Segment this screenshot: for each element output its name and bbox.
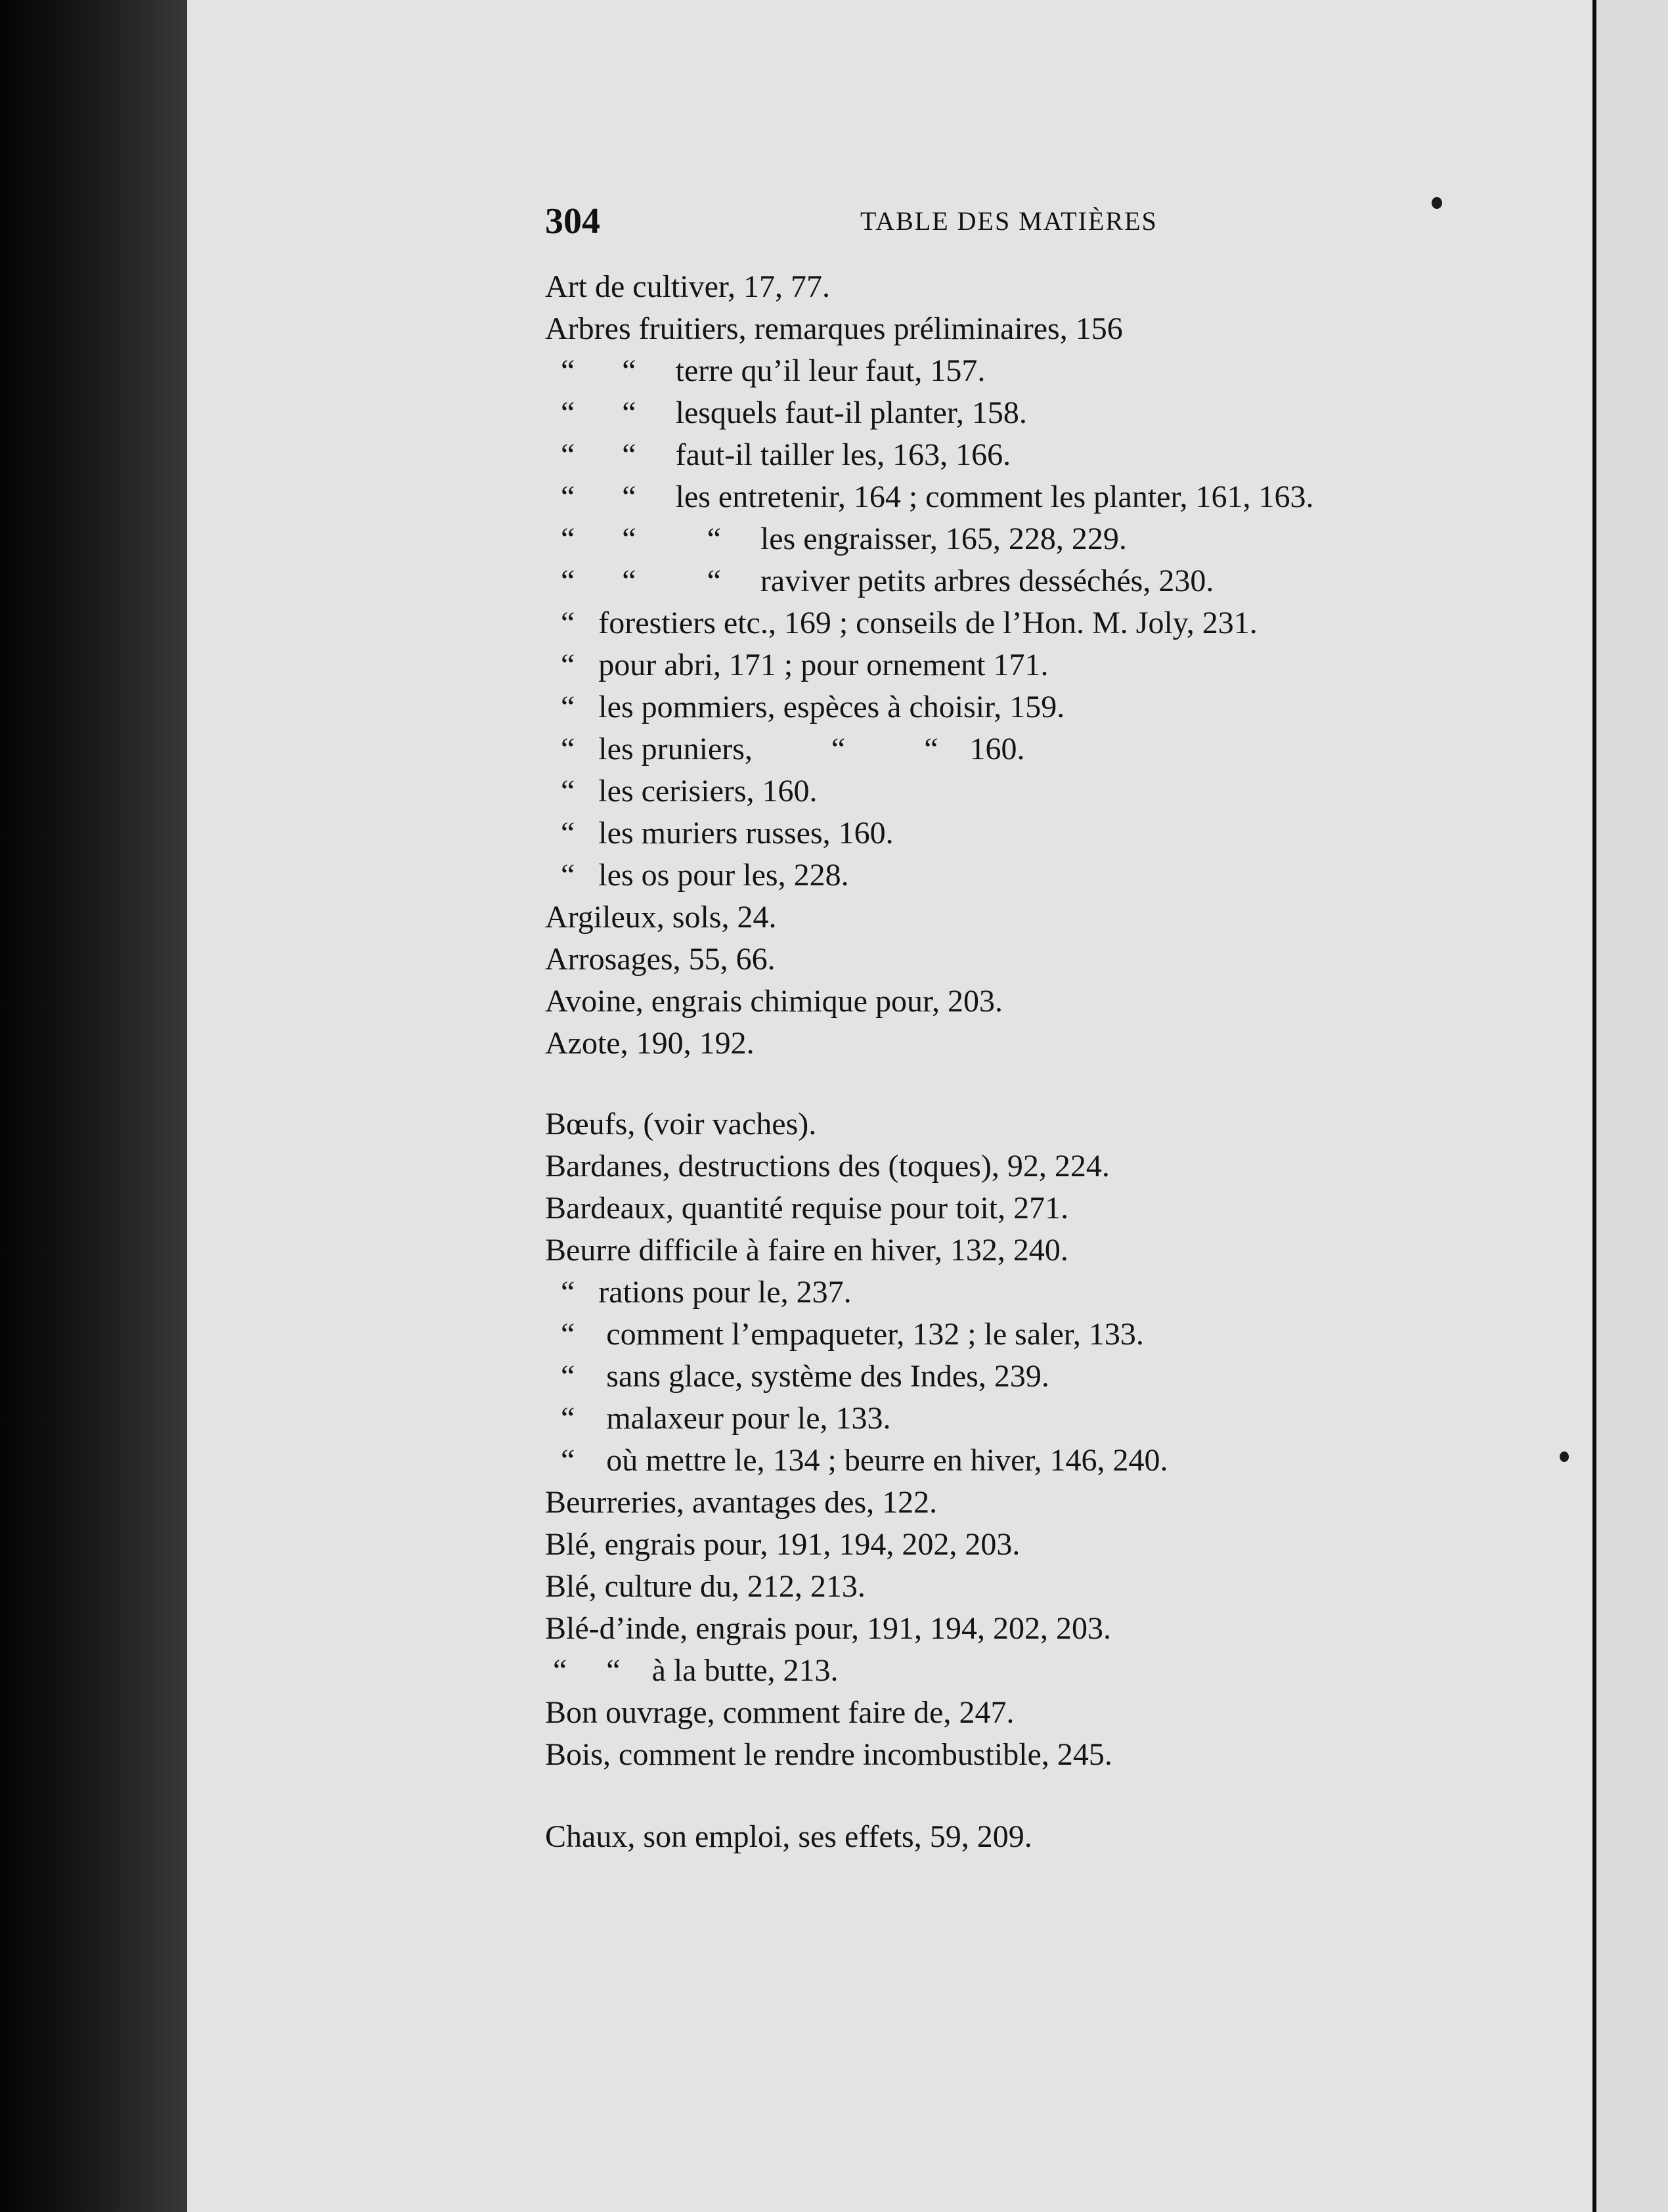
index-entry: “ “ “ raviver petits arbres desséchés, 230. — [545, 564, 1214, 598]
index-entry: “ “ terre qu’il leur faut, 157. — [545, 353, 986, 388]
index-entry: “ les pommiers, espèces à choisir, 159. — [545, 690, 1065, 724]
index-entry: Arbres fruitiers, remarques préliminaires, 156 — [545, 311, 1123, 346]
index-entry: “ les pruniers, “ “ 160. — [545, 732, 1025, 766]
page-number: 304 — [545, 201, 600, 242]
index-entry: “ “ “ les engraisser, 165, 228, 229. — [545, 521, 1127, 556]
index-entry: Blé, culture du, 212, 213. — [545, 1569, 866, 1604]
index-entry: “ “ à la butte, 213. — [545, 1653, 839, 1688]
page-edge — [1592, 0, 1596, 2212]
facing-page-strip — [1597, 0, 1668, 2212]
index-entry: “ forestiers etc., 169 ; conseils de l’Hon. M. Joly, 231. — [545, 606, 1258, 640]
index-entry: “ sans glace, système des Indes, 239. — [545, 1359, 1049, 1394]
index-entry: Arrosages, 55, 66. — [545, 942, 776, 977]
index-entry: “ “ lesquels faut-il planter, 158. — [545, 395, 1027, 430]
index-entry: “ rations pour le, 237. — [545, 1275, 852, 1310]
index-entry: Avoine, engrais chimique pour, 203. — [545, 984, 1003, 1019]
index-entry: Beurre difficile à faire en hiver, 132, 240. — [545, 1233, 1068, 1268]
index-entry: “ les muriers russes, 160. — [545, 816, 894, 851]
scan-binding-shadow — [0, 0, 190, 2212]
index-entry: Blé, engrais pour, 191, 194, 202, 203. — [545, 1527, 1021, 1562]
index-entry: Bois, comment le rendre incombustible, 245. — [545, 1737, 1112, 1772]
index-entry: Bardanes, destructions des (toques), 92, 224. — [545, 1149, 1110, 1183]
index-entry: Chaux, son emploi, ses effets, 59, 209. — [545, 1819, 1032, 1854]
index-entry: Azote, 190, 192. — [545, 1026, 755, 1061]
running-title: TABLE DES MATIÈRES — [860, 206, 1158, 236]
index-entry: “ malaxeur pour le, 133. — [545, 1401, 891, 1436]
index-entry: Blé-d’inde, engrais pour, 191, 194, 202, 203. — [545, 1611, 1111, 1646]
index-entry: “ “ faut-il tailler les, 163, 166. — [545, 437, 1011, 472]
index-entry: “ les cerisiers, 160. — [545, 774, 818, 808]
index-entry: Art de cultiver, 17, 77. — [545, 269, 830, 304]
index-entry: Bon ouvrage, comment faire de, 247. — [545, 1695, 1015, 1730]
index-entry: “ où mettre le, 134 ; beurre en hiver, 146, 240. — [545, 1443, 1168, 1478]
index-entry: “ “ les entretenir, 164 ; comment les planter, 161, 163. — [545, 479, 1314, 514]
index-entry: “ comment l’empaqueter, 132 ; le saler, 133. — [545, 1317, 1144, 1352]
index-entry: Argileux, sols, 24. — [545, 900, 777, 935]
index-entry: “ pour abri, 171 ; pour ornement 171. — [545, 648, 1049, 682]
index-entry: Bœufs, (voir vaches). — [545, 1107, 817, 1141]
scan-speck — [1560, 1451, 1569, 1462]
index-entry: Bardeaux, quantité requise pour toit, 271. — [545, 1191, 1069, 1226]
index-entry: Beurreries, avantages des, 122. — [545, 1485, 938, 1520]
page-header — [545, 200, 1553, 253]
index-entry: “ les os pour les, 228. — [545, 858, 849, 893]
